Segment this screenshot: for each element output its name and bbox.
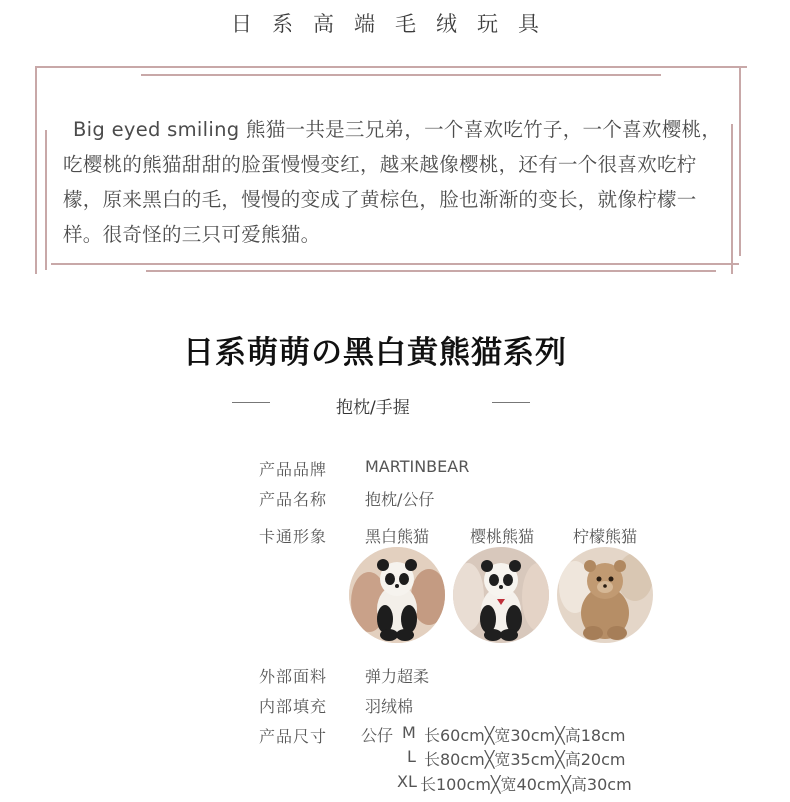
size-code-m: M: [402, 723, 416, 742]
lemon-panda-image: [557, 547, 653, 643]
cherry-panda-image: [453, 547, 549, 643]
fabric-value: 弹力超柔: [365, 667, 430, 686]
size-code-xl: XL: [397, 772, 417, 791]
subtitle-dash-right: [492, 402, 530, 403]
character-label: 卡通形象: [259, 527, 328, 546]
filling-label: 内部填充: [259, 697, 328, 716]
black-white-panda-image: [349, 547, 445, 643]
series-title: 日系萌萌の黑白黄熊猫系列: [183, 335, 567, 371]
fabric-label: 外部面料: [259, 667, 328, 686]
character-name-cherry: 樱桃熊猫: [470, 527, 535, 546]
name-value: 抱枕/公仔: [365, 490, 435, 509]
size-label: 产品尺寸: [259, 727, 328, 746]
page-title: 日系高端毛绒玩具: [231, 12, 559, 36]
brand-label: 产品品牌: [259, 460, 328, 479]
filling-value: 羽绒棉: [365, 697, 414, 716]
intro-paragraph: Big eyed smiling 熊猫一共是三兄弟，一个喜欢吃竹子，一个喜欢樱桃，吃樱桃的熊猫甜甜的脸蛋慢慢变红，越来越像樱桃，还有一个很喜欢吃柠檬，原来黑白的毛，慢慢的变成了黄棕色，脸也渐渐的变长，就像柠檬一样。很奇怪的三只可爱熊猫。: [63, 118, 722, 246]
name-label: 产品名称: [259, 490, 328, 509]
series-subtitle: 抱枕/手握: [336, 398, 410, 418]
size-code-l: L: [407, 747, 416, 766]
character-name-lemon: 柠檬熊猫: [573, 527, 638, 546]
size-dims-xl: 长100cm╳宽40cm╳高30cm: [420, 775, 632, 794]
subtitle-dash-left: [232, 402, 270, 403]
size-prefix: 公仔: [361, 726, 394, 745]
brand-value: MARTINBEAR: [365, 457, 470, 476]
size-dims-l: 长80cm╳宽35cm╳高20cm: [424, 750, 626, 769]
size-dims-m: 长60cm╳宽30cm╳高18cm: [424, 726, 626, 745]
character-name-black-white: 黑白熊猫: [365, 527, 430, 546]
